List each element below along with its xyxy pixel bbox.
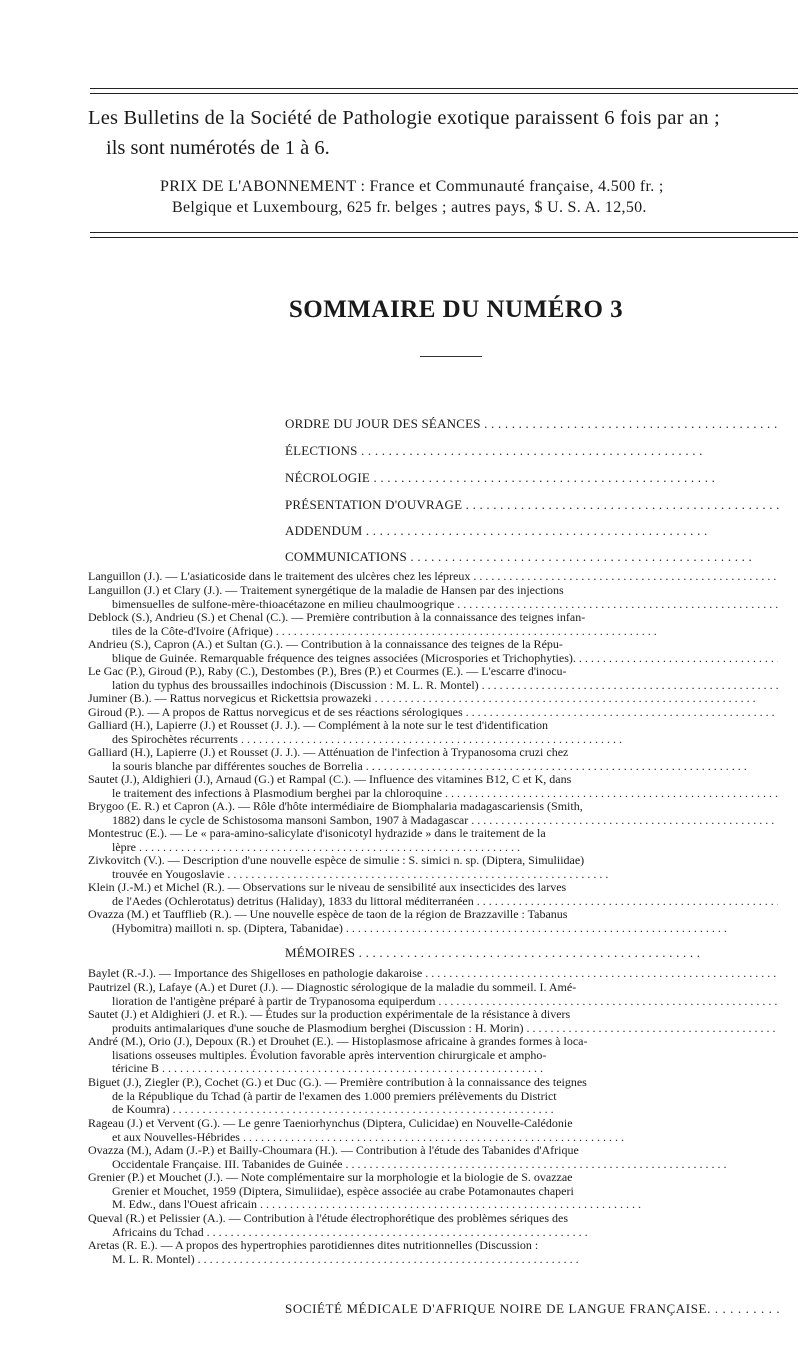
entry-line: et aux Nouvelles-Hébrides . . . bbox=[88, 1131, 778, 1145]
section-ordre-du-jour: ORDRE DU JOUR DES SÉANCES . . . bbox=[285, 416, 780, 432]
entry-line: de la République du Tchad (à partir de l'examen des 1.000 premiers prélèvements du District bbox=[112, 1089, 557, 1103]
entry-line: M. L. R. Montel) . . . bbox=[88, 1253, 778, 1267]
entry-line: Juminer (B.). — Rattus norvegicus et Rickettsia prowazeki . . . bbox=[88, 692, 778, 706]
entry-line: Languillon (J.). — L'asiaticoside dans le traitement des ulcères chez les lépreux . . . bbox=[88, 570, 778, 584]
entry-line: Biguet (J.), Ziegler (P.), Cochet (G.) et Duc (G.). — Première contribution à la connaissance des teignes bbox=[88, 1076, 587, 1089]
entry-line: Sautet (J.), Aldighieri (J.), Arnaud (G.) et Rampal (C.). — Influence des vitamines B12, C et K, dans bbox=[88, 773, 572, 786]
toc-entry bbox=[88, 1117, 778, 1144]
toc-entry bbox=[88, 800, 778, 827]
entry-line: de l'Aedes (Ochlerotatus) detritus (Haliday), 1833 du littoral méditerranéen . . . bbox=[88, 895, 778, 909]
toc-entry bbox=[88, 706, 778, 720]
entry-line: Pautrizel (R.), Lafaye (A.) et Duret (J.). — Diagnostic sérologique de la maladie du sommeil. I. Amé- bbox=[88, 981, 577, 994]
top-rule-2 bbox=[90, 93, 798, 94]
entry-line: Sautet (J.) et Aldighieri (J. et R.). — Études sur la production expérimentale de la résistance à divers bbox=[88, 1008, 571, 1021]
entry-line: de Koumra) . . . bbox=[88, 1103, 778, 1117]
entry-line: Le Gac (P.), Giroud (P.), Raby (C.), Destombes (P.), Bres (P.) et Courmes (E.). — L'escarre d'inocu- bbox=[88, 665, 567, 678]
entry-line: Languillon (J.) et Clary (J.). — Traitement synergétique de la maladie de Hansen par des injections bbox=[88, 584, 564, 597]
toc-entry bbox=[88, 611, 778, 638]
entry-line: le traitement des infections à Plasmodium berghei par la chloroquine . . . bbox=[88, 787, 778, 801]
toc-entry bbox=[88, 881, 778, 908]
toc-entry bbox=[88, 1144, 778, 1171]
section-elections: ÉLECTIONS . . . bbox=[285, 443, 780, 459]
entry-line: Brygoo (E. R.) et Capron (A.). — Rôle d'hôte intermédiaire de Biomphalaria madagascariensis (Smith, bbox=[88, 800, 583, 813]
mid-rule-1 bbox=[90, 232, 798, 233]
toc-entry bbox=[88, 719, 778, 746]
section-memoires: MÉMOIRES . . . bbox=[285, 945, 780, 961]
toc-entry bbox=[88, 1239, 778, 1266]
toc-entry bbox=[88, 1212, 778, 1239]
toc-entry bbox=[88, 773, 778, 800]
toc-entry bbox=[88, 1035, 778, 1076]
entry-line: Klein (J.-M.) et Michel (R.). — Observations sur le niveau de sensibilité aux insecticides des larves bbox=[88, 881, 567, 894]
entry-line: Baylet (R.-J.). — Importance des Shigelloses en pathologie dakaroise . . . bbox=[88, 967, 778, 981]
entry-line: lioration de l'antigène préparé à partir de Trypanosoma equiperdum . . . bbox=[88, 995, 778, 1009]
entry-line: trouvée en Yougoslavie . . . bbox=[88, 868, 778, 882]
footer-society: SOCIÉTÉ MÉDICALE D'AFRIQUE NOIRE DE LANGUE FRANÇAISE. . . . bbox=[285, 1301, 780, 1317]
subscription-notice-line1: Les Bulletins de la Société de Pathologie exotique paraissent 6 fois par an ; bbox=[88, 107, 720, 129]
entry-line: bimensuelles de sulfone-mère-thioacétazone en milieu chaulmoogrique . . . bbox=[88, 598, 778, 612]
toc-entry bbox=[88, 665, 778, 692]
toc-entry bbox=[88, 746, 778, 773]
entry-line: Zivkovitch (V.). — Description d'une nouvelle espèce de simulie : S. simici n. sp. (Diptera, Simuliidae) bbox=[88, 854, 585, 867]
mid-rule-2 bbox=[90, 237, 798, 238]
entry-line: Deblock (S.), Andrieu (S.) et Chenal (C.). — Première contribution à la connaissance des teignes infan- bbox=[88, 611, 586, 624]
page-title: SOMMAIRE DU NUMÉRO 3 bbox=[288, 296, 624, 323]
section-communications: COMMUNICATIONS . . . bbox=[285, 549, 780, 565]
entry-line: M. Edw., dans l'Ouest africain . . . bbox=[88, 1198, 778, 1212]
entry-line: Montestruc (E.). — Le « para-amino-salicylate d'isonicotyl hydrazide » dans le traitement de la bbox=[88, 827, 546, 840]
entry-line: Africains du Tchad . . . bbox=[88, 1226, 778, 1240]
toc-entry bbox=[88, 827, 778, 854]
price-line1: PRIX DE L'ABONNEMENT : France et Communauté française, 4.500 fr. ; bbox=[160, 178, 664, 195]
section-necrologie: NÉCROLOGIE . . . bbox=[285, 470, 780, 486]
entry-line: André (M.), Orio (J.), Depoux (R.) et Drouhet (E.). — Histoplasmose africaine à grandes formes à loca- bbox=[88, 1035, 588, 1048]
toc-entry bbox=[88, 570, 778, 584]
toc-entry bbox=[88, 854, 778, 881]
toc-entry bbox=[88, 1008, 778, 1035]
toc-entry bbox=[88, 692, 778, 706]
entry-line: lisations osseuses multiples. Évolution favorable après intervention chirurgicale et ampho- bbox=[112, 1048, 547, 1062]
toc-entry bbox=[88, 1076, 778, 1117]
toc-entry bbox=[88, 638, 778, 665]
title-rule bbox=[420, 356, 482, 357]
entry-line: Ovazza (M.), Adam (J.-P.) et Bailly-Choumara (H.). — Contribution à l'étude des Tabanides d'Afrique bbox=[88, 1144, 579, 1157]
entry-line: Ovazza (M.) et Taufflieb (R.). — Une nouvelle espèce de taon de la région de Brazzaville : Tabanus bbox=[88, 908, 568, 921]
section-presentation: PRÉSENTATION D'OUVRAGE . . . bbox=[285, 497, 780, 513]
entry-line: Occidentale Française. III. Tabanides de Guinée . . . bbox=[88, 1158, 778, 1172]
entry-line: Andrieu (S.), Capron (A.) et Sultan (G.). — Contribution à la connaissance des teignes de la Répu- bbox=[88, 638, 563, 651]
top-rule-1 bbox=[90, 88, 798, 89]
subscription-notice-line2: ils sont numérotés de 1 à 6. bbox=[106, 137, 330, 159]
toc-entry bbox=[88, 584, 778, 611]
toc-entry bbox=[88, 908, 778, 935]
entry-line: Grenier (P.) et Mouchet (J.). — Note complémentaire sur la morphologie et la biologie de S. ovazzae bbox=[88, 1171, 573, 1184]
toc-entry bbox=[88, 1171, 778, 1212]
entry-line: lation du typhus des broussailles indochinois (Discussion : M. L. R. Montel) . . . bbox=[88, 679, 778, 693]
entry-line: la souris blanche par différentes souches de Borrelia . . . bbox=[88, 760, 778, 774]
entry-line: tiles de la Côte-d'Ivoire (Afrique) . . . bbox=[88, 625, 778, 639]
entry-line: produits antimalariques d'une souche de Plasmodium berghei (Discussion : H. Morin) . . . bbox=[88, 1022, 778, 1036]
entry-line: Galliard (H.), Lapierre (J.) et Rousset (J. J.). — Complément à la note sur le test d'identification bbox=[88, 719, 549, 732]
entry-line: Rageau (J.) et Vervent (G.). — Le genre Taeniorhynchus (Diptera, Culicidae) en Nouvelle-Calédonie bbox=[88, 1117, 573, 1130]
entry-line: Galliard (H.), Lapierre (J.) et Rousset (J. J.). — Atténuation de l'infection à Trypanosoma cruzi chez bbox=[88, 746, 569, 759]
entry-line: (Hybomitra) mailloti n. sp. (Diptera, Tabanidae) . . . bbox=[88, 922, 778, 936]
price-line2: Belgique et Luxembourg, 625 fr. belges ; autres pays, $ U. S. A. 12,50. bbox=[172, 199, 647, 216]
entry-line: téricine B . . . bbox=[88, 1062, 778, 1076]
entry-line: Grenier et Mouchet, 1959 (Diptera, Simuliidae), espèce associée au crabe Potamonautes chaperi bbox=[112, 1184, 574, 1198]
entry-line: lèpre . . . bbox=[88, 841, 778, 855]
entry-line: des Spirochètes récurrents . . . bbox=[88, 733, 778, 747]
toc-entry bbox=[88, 967, 778, 981]
entry-line: Giroud (P.). — A propos de Rattus norvegicus et de ses réactions sérologiques . . . bbox=[88, 706, 778, 720]
toc-entry bbox=[88, 981, 778, 1008]
entry-line: Queval (R.) et Pelissier (A.). — Contribution à l'étude électrophorétique des problèmes sériques des bbox=[88, 1212, 569, 1225]
section-addendum: ADDENDUM . . . bbox=[285, 523, 780, 539]
entry-line: 1882) dans le cycle de Schistosoma mansoni Sambon, 1907 à Madagascar . . . bbox=[88, 814, 778, 828]
entry-line: Aretas (R. E.). — A propos des hypertrophies parotidiennes dites nutritionnelles (Discussion : bbox=[88, 1239, 539, 1252]
entry-line: blique de Guinée. Remarquable fréquence des teignes associées (Microspories et Trichophyties). . . . bbox=[88, 652, 778, 666]
